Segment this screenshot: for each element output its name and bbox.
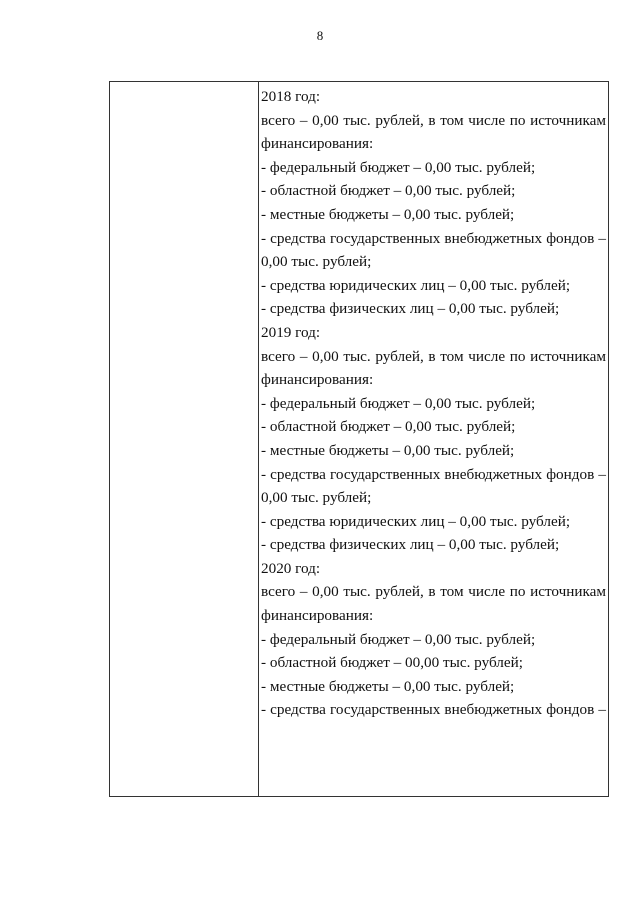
regional-budget-2020: - областной бюджет – 00,00 тыс. рублей;: [261, 654, 523, 672]
text-line: финансирования:: [261, 135, 374, 153]
local-budgets-2018: - местные бюджеты – 0,00 тыс. рублей;: [261, 205, 515, 223]
text-line: финансирования:: [261, 371, 374, 389]
funding-details-cell: [261, 85, 606, 722]
state-funds-2020: - средства государственных внебюджетных фондов –: [261, 701, 606, 719]
regional-budget-2019: - областной бюджет – 0,00 тыс. рублей;: [261, 418, 516, 436]
federal-budget-2018: - федеральный бюджет – 0,00 тыс. рублей;: [261, 158, 536, 176]
total-line-2018: всего – 0,00 тыс. рублей, в том числе по источникам: [261, 111, 606, 129]
individuals-2019: - средства физических лиц – 0,00 тыс. рублей;: [261, 536, 560, 554]
page-number: 8: [316, 28, 324, 43]
individuals-2018: - средства физических лиц – 0,00 тыс. рублей;: [261, 300, 560, 318]
text-line: 0,00 тыс. рублей;: [261, 489, 372, 507]
total-line-2019: всего – 0,00 тыс. рублей, в том числе по источникам: [261, 347, 606, 365]
total-line-2020: всего – 0,00 тыс. рублей, в том числе по источникам: [261, 583, 606, 601]
year-heading-2018: 2018 год:: [261, 88, 321, 105]
text-line: 0,00 тыс. рублей;: [261, 253, 372, 271]
regional-budget-2018: - областной бюджет – 0,00 тыс. рублей;: [261, 182, 516, 200]
federal-budget-2020: - федеральный бюджет – 0,00 тыс. рублей;: [261, 630, 536, 648]
state-funds-2019: - средства государственных внебюджетных фондов –: [261, 465, 606, 483]
local-budgets-2019: - местные бюджеты – 0,00 тыс. рублей;: [261, 441, 515, 459]
text-line: финансирования:: [261, 607, 374, 625]
legal-entities-2019: - средства юридических лиц – 0,00 тыс. рублей;: [261, 512, 571, 530]
year-heading-2020: 2020 год:: [261, 559, 321, 577]
state-funds-2018: - средства государственных внебюджетных фондов –: [261, 229, 606, 247]
column-divider: [258, 82, 259, 796]
legal-entities-2018: - средства юридических лиц – 0,00 тыс. рублей;: [261, 276, 571, 294]
local-budgets-2020: - местные бюджеты – 0,00 тыс. рублей;: [261, 677, 515, 695]
year-heading-2019: 2019 год:: [261, 323, 321, 341]
funding-table: [109, 81, 609, 797]
federal-budget-2019: - федеральный бюджет – 0,00 тыс. рублей;: [261, 394, 536, 412]
